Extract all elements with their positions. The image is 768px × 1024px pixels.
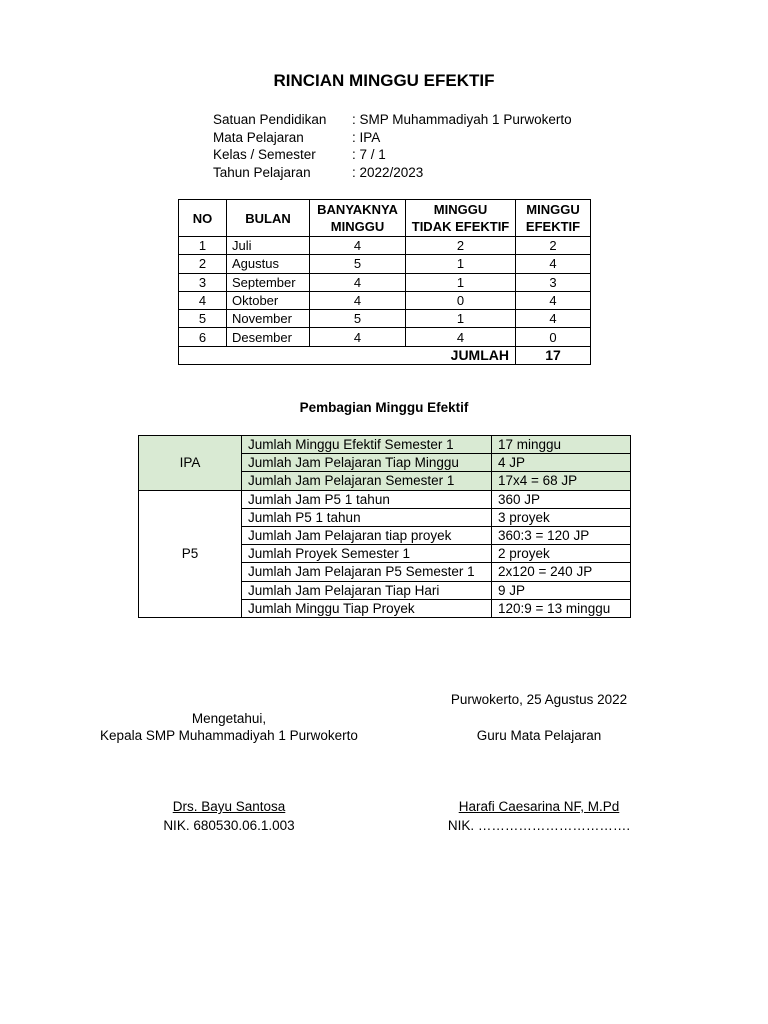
table-row xyxy=(179,255,591,273)
cell-value: 4 JP xyxy=(492,454,631,472)
cell-no: 5 xyxy=(179,310,227,328)
meta-label: Mata Pelajaran xyxy=(213,130,304,145)
cell-value: 2x120 = 240 JP xyxy=(492,563,631,581)
cell-no: 6 xyxy=(179,328,227,346)
meta-label: Kelas / Semester xyxy=(213,147,316,162)
cell-bulan: November xyxy=(227,310,310,328)
group-label-ipa: IPA xyxy=(139,436,242,491)
header-no: NO xyxy=(179,200,227,237)
cell-description: Jumlah Jam Pelajaran Tiap Minggu xyxy=(242,454,492,472)
header-bulan: BULAN xyxy=(227,200,310,237)
header-line: EFEKTIF xyxy=(525,219,581,234)
table-row xyxy=(179,310,591,328)
group-label-p5: P5 xyxy=(139,490,242,617)
table-row xyxy=(139,436,631,454)
cell-value: 120:9 = 13 minggu xyxy=(492,599,631,617)
meta-value: : IPA xyxy=(352,130,381,145)
meta-label: Satuan Pendidikan xyxy=(213,112,327,127)
effective-weeks-table xyxy=(178,199,591,365)
header-line: TIDAK EFEKTIF xyxy=(411,219,510,234)
header-line: MINGGU xyxy=(330,219,385,234)
table-row xyxy=(139,490,631,508)
acknowledged-label: Mengetahui, xyxy=(191,711,267,726)
teacher-name: Harafi Caesarina NF, M.Pd xyxy=(458,799,620,814)
meta-value: : 7 / 1 xyxy=(352,147,386,162)
cell-description: Jumlah Minggu Tiap Proyek xyxy=(242,599,492,617)
teacher-nik: NIK. ……………………………. xyxy=(447,818,631,833)
meta-value: : SMP Muhammadiyah 1 Purwokerto xyxy=(352,112,572,127)
header-line: BANYAKNYA xyxy=(317,202,398,217)
cell-no: 2 xyxy=(179,255,227,273)
table-row xyxy=(179,328,591,346)
cell-efektif: 3 xyxy=(516,273,591,291)
cell-description: Jumlah Proyek Semester 1 xyxy=(242,545,492,563)
cell-efektif: 4 xyxy=(516,255,591,273)
cell-tidak-efektif: 4 xyxy=(406,328,516,346)
meta-label: Tahun Pelajaran xyxy=(213,165,311,180)
cell-banyak: 5 xyxy=(310,255,406,273)
cell-banyak: 4 xyxy=(310,273,406,291)
cell-value: 2 proyek xyxy=(492,545,631,563)
document-title: RINCIAN MINGGU EFEKTIF xyxy=(273,71,495,90)
cell-description: Jumlah Jam P5 1 tahun xyxy=(242,490,492,508)
cell-bulan: Juli xyxy=(227,237,310,255)
cell-efektif: 0 xyxy=(516,328,591,346)
cell-value: 360 JP xyxy=(492,490,631,508)
cell-bulan: Oktober xyxy=(227,291,310,309)
principal-name: Drs. Bayu Santosa xyxy=(172,799,286,814)
distribution-table xyxy=(138,435,631,618)
cell-value: 360:3 = 120 JP xyxy=(492,526,631,544)
cell-value: 3 proyek xyxy=(492,508,631,526)
cell-value: 17 minggu xyxy=(492,436,631,454)
cell-efektif: 4 xyxy=(516,310,591,328)
cell-description: Jumlah Jam Pelajaran Tiap Hari xyxy=(242,581,492,599)
place-date: Purwokerto, 25 Agustus 2022 xyxy=(450,692,628,707)
header-minggu-efektif xyxy=(516,200,591,237)
table-total-row xyxy=(179,346,591,364)
table-row xyxy=(179,237,591,255)
table-header-row xyxy=(179,200,591,237)
cell-bulan: Desember xyxy=(227,328,310,346)
cell-value: 17x4 = 68 JP xyxy=(492,472,631,490)
cell-no: 3 xyxy=(179,273,227,291)
total-value: 17 xyxy=(516,346,591,364)
cell-tidak-efektif: 1 xyxy=(406,255,516,273)
total-label: JUMLAH xyxy=(179,346,516,364)
cell-banyak: 4 xyxy=(310,237,406,255)
header-line: MINGGU xyxy=(433,202,488,217)
cell-banyak: 4 xyxy=(310,328,406,346)
table-row xyxy=(179,291,591,309)
cell-banyak: 5 xyxy=(310,310,406,328)
cell-value: 9 JP xyxy=(492,581,631,599)
cell-banyak: 4 xyxy=(310,291,406,309)
cell-tidak-efektif: 0 xyxy=(406,291,516,309)
table-row xyxy=(179,273,591,291)
cell-no: 1 xyxy=(179,237,227,255)
cell-bulan: September xyxy=(227,273,310,291)
teacher-role: Guru Mata Pelajaran xyxy=(476,728,602,743)
cell-description: Jumlah P5 1 tahun xyxy=(242,508,492,526)
cell-description: Jumlah Jam Pelajaran P5 Semester 1 xyxy=(242,563,492,581)
cell-efektif: 2 xyxy=(516,237,591,255)
cell-description: Jumlah Jam Pelajaran Semester 1 xyxy=(242,472,492,490)
cell-description: Jumlah Jam Pelajaran tiap proyek xyxy=(242,526,492,544)
cell-tidak-efektif: 1 xyxy=(406,273,516,291)
principal-role: Kepala SMP Muhammadiyah 1 Purwokerto xyxy=(100,728,358,743)
cell-description: Jumlah Minggu Efektif Semester 1 xyxy=(242,436,492,454)
header-banyaknya-minggu xyxy=(310,200,406,237)
header-minggu-tidak-efektif xyxy=(406,200,516,237)
section-subtitle: Pembagian Minggu Efektif xyxy=(299,400,469,415)
principal-nik: NIK. 680530.06.1.003 xyxy=(163,818,295,833)
cell-bulan: Agustus xyxy=(227,255,310,273)
cell-tidak-efektif: 1 xyxy=(406,310,516,328)
cell-no: 4 xyxy=(179,291,227,309)
cell-efektif: 4 xyxy=(516,291,591,309)
meta-value: : 2022/2023 xyxy=(352,165,424,180)
header-line: MINGGU xyxy=(526,202,580,217)
cell-tidak-efektif: 2 xyxy=(406,237,516,255)
